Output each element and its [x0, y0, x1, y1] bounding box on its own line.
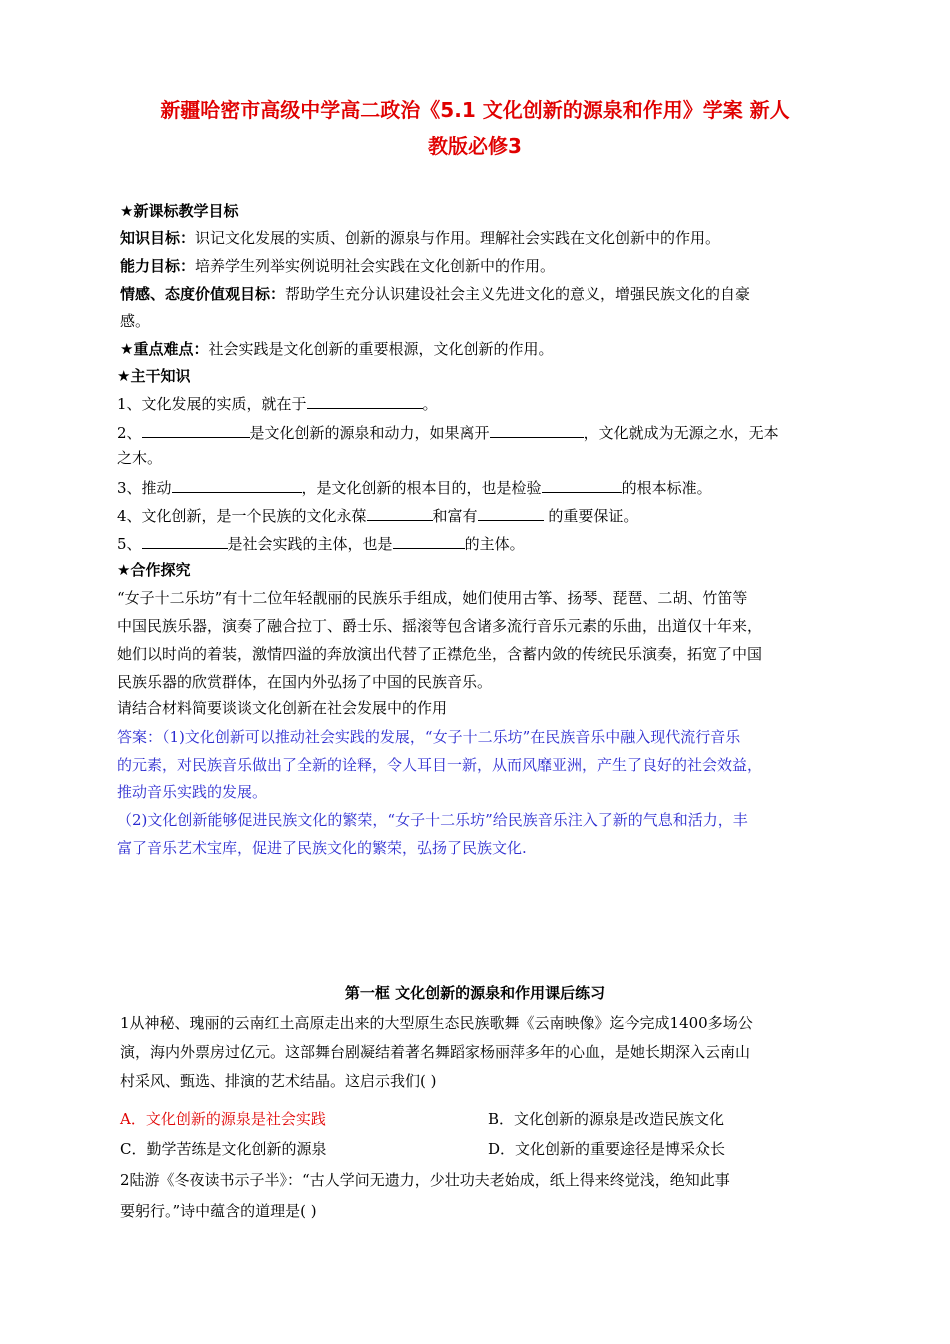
blank	[478, 505, 544, 521]
blank	[172, 477, 302, 493]
material-line-4: 民族乐器的欣赏群体，在国内外弘扬了中国的民族音乐。	[117, 673, 493, 691]
q3-text-2: ，是文化创新的根本目的，也是检验	[301, 479, 542, 497]
option-c: C．勤学苦练是文化创新的源泉	[120, 1140, 327, 1158]
practice-q2-line-2: 要躬行。”诗中蕴含的道理是( )	[120, 1202, 317, 1220]
q2-num: 2、	[117, 424, 142, 442]
fill-question-4	[117, 505, 638, 526]
emotion-objective-text: 帮助学生充分认识建设社会主义先进文化的意义，增强民族文化的自豪	[285, 285, 751, 303]
ability-objective-text: 培养学生列举实例说明社会实践在文化创新中的作用。	[195, 257, 556, 275]
key-points-label: ★重点难点：	[120, 340, 209, 358]
practice-q1-line-1: 1从神秘、瑰丽的云南红土高原走出来的大型原生态民族歌舞《云南映像》迄今完成1400多场公	[120, 1014, 753, 1032]
material-line-3: 她们以时尚的着装，激情四溢的奔放演出代替了正襟危坐，含蓄内敛的传统民乐演奏，拓宽了中国	[117, 645, 763, 663]
answer-line-4: （2)文化创新能够促进民族文化的繁荣，“女子十二乐坊”给民族音乐注入了新的气息和活力，丰	[117, 811, 748, 829]
fill-question-5	[117, 533, 525, 554]
emotion-objective-cont: 感。	[120, 312, 151, 330]
explore-heading: ★合作探究	[117, 561, 191, 579]
q5-text: 是社会实践的主体，也是	[227, 535, 393, 553]
blank	[393, 533, 465, 549]
emotion-objective	[120, 284, 750, 304]
ability-objective	[120, 256, 555, 276]
title-line-2: 教版必修3	[428, 134, 522, 158]
objectives-heading: ★新课标教学目标	[120, 202, 239, 220]
material-line-1: “女子十二乐坊”有十二位年轻靓丽的民族乐手组成，她们使用古筝、扬琴、琵琶、二胡、竹笛等	[117, 589, 748, 607]
practice-q1-line-2: 演，海内外票房过亿元。这部舞台剧凝结着著名舞蹈家杨丽萍多年的心血，是她长期深入云南山	[120, 1043, 751, 1061]
knowledge-objective-label: 知识目标：	[120, 229, 196, 247]
q3-text: 3、推动	[117, 479, 172, 497]
blank	[142, 533, 228, 549]
q1-end: 。	[422, 395, 438, 413]
q4-text-2: 和富有	[432, 507, 478, 525]
explore-question: 请结合材料简要谈谈文化创新在社会发展中的作用	[117, 699, 448, 717]
knowledge-objective	[120, 228, 720, 248]
q2-text: 是文化创新的源泉和动力，如果离开	[249, 424, 490, 442]
ability-objective-label: 能力目标：	[120, 257, 196, 275]
fill-question-3	[117, 477, 712, 498]
title-line-1: 新疆哈密市高级中学高二政治《5.1 文化创新的源泉和作用》学案 新人	[160, 98, 790, 122]
practice-q2-line-1: 2陆游《冬夜读书示子半》：“古人学问无遗力，少壮功夫老始成，纸上得来终觉浅，绝知此事	[120, 1171, 730, 1189]
answer-line-2: 的元素，对民族音乐做出了全新的诠释，令人耳目一新，从而风靡亚洲，产生了良好的社会效益，	[117, 756, 763, 774]
blank	[542, 477, 622, 493]
practice-q1-line-3: 村采风、甄选、排演的艺术结晶。这启示我们( )	[120, 1072, 437, 1090]
q5-text-2: 的主体。	[464, 535, 525, 553]
option-d: D．文化创新的重要途径是博采众长	[488, 1140, 726, 1158]
q4-text: 4、文化创新，是一个民族的文化永葆	[117, 507, 367, 525]
key-points-text: 社会实践是文化创新的重要根源，文化创新的作用。	[208, 340, 554, 358]
q4-text-3: 的重要保证。	[543, 507, 639, 525]
knowledge-heading: ★主干知识	[117, 367, 191, 385]
knowledge-objective-text: 识记文化发展的实质、创新的源泉与作用。理解社会实践在文化创新中的作用。	[195, 229, 721, 247]
fill-question-1	[117, 393, 438, 414]
blank	[307, 393, 423, 409]
emotion-objective-label: 情感、态度价值观目标：	[120, 285, 286, 303]
material-line-2: 中国民族乐器，演奏了融合拉丁、爵士乐、摇滚等包含诸多流行音乐元素的乐曲，出道仅十年来，	[117, 617, 763, 635]
blank	[367, 505, 433, 521]
q5-num: 5、	[117, 535, 142, 553]
answer-line-1: 答案：（1)文化创新可以推动社会实践的发展，“女子十二乐坊”在民族音乐中融入现代流行音乐	[117, 728, 741, 746]
option-a: A．文化创新的源泉是社会实践	[120, 1110, 326, 1128]
q1-text: 1、文化发展的实质，就在于	[117, 395, 307, 413]
option-b: B．文化创新的源泉是改造民族文化	[488, 1110, 725, 1128]
q3-text-3: 的根本标准。	[621, 479, 712, 497]
key-points	[120, 339, 553, 359]
document-title	[110, 92, 840, 164]
blank	[142, 422, 250, 438]
practice-heading: 第一框 文化创新的源泉和作用课后练习	[344, 984, 606, 1002]
fill-question-2-cont: 之木。	[117, 449, 163, 467]
q2-text-2: ，文化就成为无源之水，无本	[583, 424, 779, 442]
answer-line-5: 富了音乐艺术宝库，促进了民族文化的繁荣，弘扬了民族文化.	[117, 839, 527, 857]
fill-question-2	[117, 422, 779, 443]
answer-line-3: 推动音乐实践的发展。	[117, 783, 268, 801]
blank	[490, 422, 584, 438]
